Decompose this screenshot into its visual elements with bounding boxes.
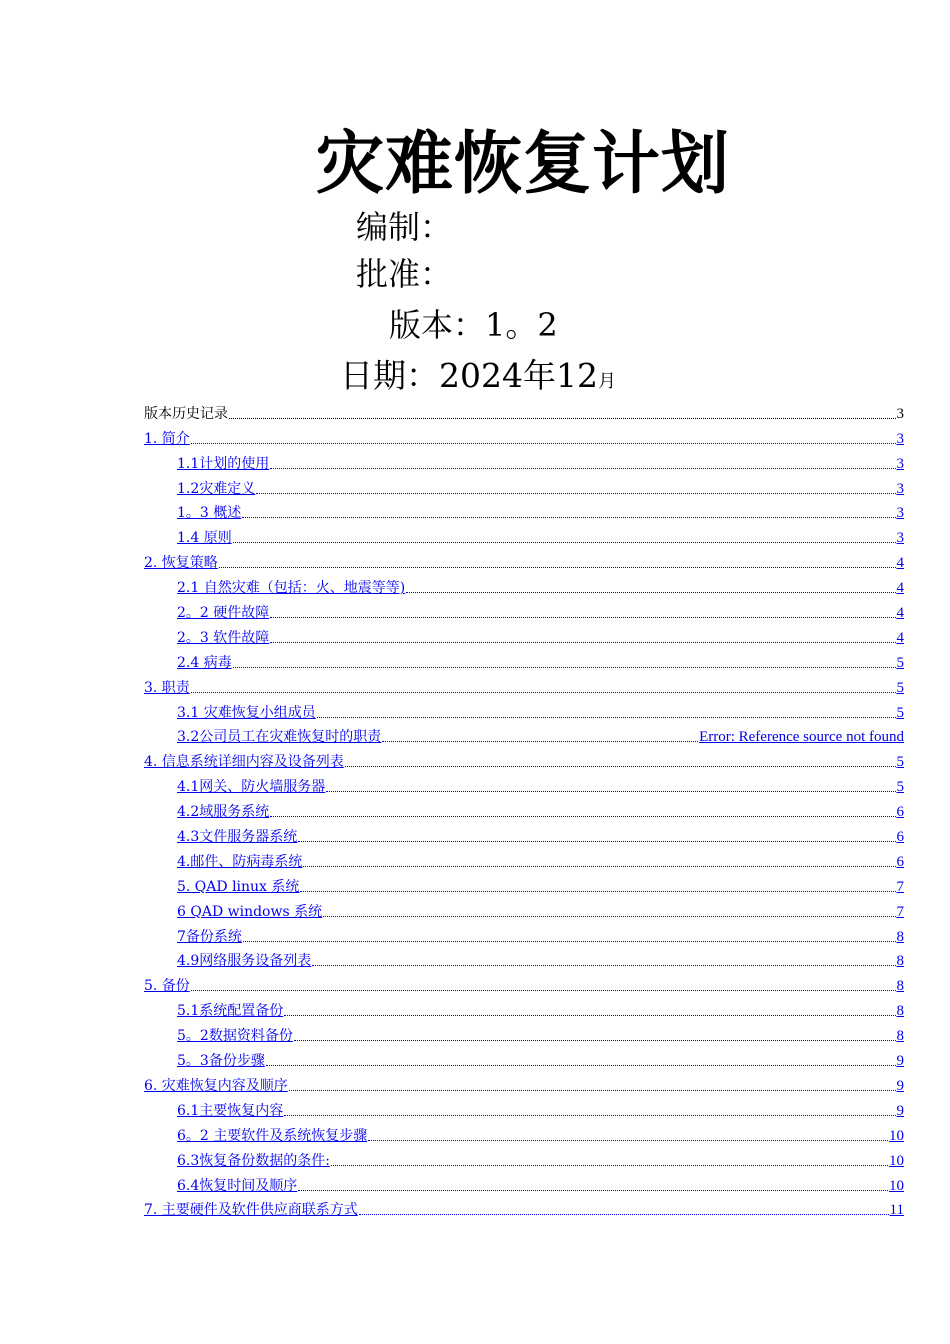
toc-entry-label: 4.邮件、防病毒系统 [177, 853, 303, 870]
toc-entry-page: 3 [896, 455, 904, 472]
toc-dot-leader [191, 692, 896, 693]
toc-entry-page: 8 [896, 953, 904, 970]
toc-entry[interactable] [144, 871, 904, 896]
toc-entry[interactable] [144, 896, 904, 921]
toc-dot-leader [368, 1140, 888, 1141]
toc-entry[interactable] [144, 473, 904, 498]
toc-entry-page: 4 [896, 629, 904, 646]
toc-entry-page: 8 [896, 928, 904, 945]
toc-dot-leader [312, 965, 895, 966]
toc-entry-page: 6 [896, 804, 904, 821]
toc-entry-page: 9 [896, 1102, 904, 1119]
toc-entry[interactable] [144, 771, 904, 796]
toc-entry-label: 5. 备份 [144, 978, 190, 995]
toc-dot-leader [359, 1214, 889, 1215]
date-line [340, 356, 616, 402]
toc-dot-leader [270, 642, 895, 643]
toc-dot-leader [219, 567, 896, 568]
toc-entry-page: 6 [896, 853, 904, 870]
toc-entry-page: 4 [896, 555, 904, 572]
toc-entry[interactable] [144, 1070, 904, 1095]
toc-dot-leader [270, 468, 895, 469]
toc-entry-label: 1.1计划的使用 [177, 455, 270, 472]
toc-dot-leader [406, 592, 895, 593]
toc-entry[interactable] [144, 1145, 904, 1170]
toc-dot-leader [256, 493, 895, 494]
toc-entry-page: 5 [896, 679, 904, 696]
toc-dot-leader [233, 667, 896, 668]
toc-entry-label: 6。2 主要软件及系统恢复步骤 [177, 1127, 368, 1144]
toc-entry-label: 7备份系统 [177, 928, 242, 945]
toc-entry-label: 3.1 灾难恢复小组成员 [177, 704, 316, 721]
toc-entry-label: 6.3恢复备份数据的条件: [177, 1152, 330, 1169]
toc-dot-leader [345, 766, 896, 767]
toc-dot-leader [303, 866, 895, 867]
toc-dot-leader [191, 990, 896, 991]
toc-entry[interactable] [144, 846, 904, 871]
toc-entry[interactable] [144, 1120, 904, 1145]
toc-dot-leader [229, 418, 896, 419]
toc-dot-leader [233, 542, 896, 543]
toc-entry-label: 5. QAD linux 系统 [177, 878, 300, 895]
toc-entry[interactable] [144, 1020, 904, 1045]
approver-line: 批准： [356, 255, 453, 293]
toc-entry-page: 7 [896, 878, 904, 895]
toc-entry-page: 3 [896, 405, 904, 422]
toc-dot-leader [243, 941, 896, 942]
toc-dot-leader [266, 1065, 896, 1066]
toc-entry-label: 6.1主要恢复内容 [177, 1102, 284, 1119]
toc-entry[interactable] [144, 1195, 904, 1220]
toc-entry-label: 2。3 软件故障 [177, 629, 270, 646]
toc-entry-page: 3 [896, 480, 904, 497]
toc-entry-page: 8 [896, 1003, 904, 1020]
toc-dot-leader [382, 741, 698, 742]
toc-entry-label: 4.2域服务系统 [177, 804, 270, 821]
toc-entry-page: 6 [896, 829, 904, 846]
toc-entry-label: 版本历史记录 [144, 405, 228, 422]
version-line: 版本：1。2 [389, 306, 558, 344]
toc-entry-label: 5。3备份步骤 [177, 1053, 265, 1070]
toc-entry-page: 10 [889, 1127, 904, 1144]
toc-entry[interactable] [144, 921, 904, 946]
toc-entry-page: 9 [896, 1053, 904, 1070]
toc-entry[interactable] [144, 970, 904, 995]
toc-entry[interactable] [144, 448, 904, 473]
toc-entry-label: 1.4 原则 [177, 530, 232, 547]
toc-entry-page: 3 [896, 530, 904, 547]
toc-dot-leader [270, 617, 895, 618]
toc-dot-leader [284, 1015, 895, 1016]
table-of-contents [144, 398, 904, 1219]
toc-entry-label: 6 QAD windows 系统 [177, 903, 323, 920]
toc-entry-page: 8 [896, 1028, 904, 1045]
toc-entry-label: 2.4 病毒 [177, 654, 232, 671]
toc-entry-label: 3. 职责 [144, 679, 190, 696]
toc-entry[interactable] [144, 522, 904, 547]
document-title: 灾难恢复计划 [315, 125, 730, 204]
toc-entry-page: 5 [896, 779, 904, 796]
toc-entry-page: 9 [896, 1077, 904, 1094]
toc-entry[interactable] [144, 1045, 904, 1070]
toc-entry-page: 5 [896, 654, 904, 671]
toc-entry[interactable] [144, 697, 904, 722]
toc-entry[interactable] [144, 821, 904, 846]
toc-entry[interactable] [144, 547, 904, 572]
toc-entry-page: 4 [896, 605, 904, 622]
toc-entry-label: 7. 主要硬件及软件供应商联系方式 [144, 1202, 358, 1219]
toc-dot-leader [270, 816, 895, 817]
toc-entry[interactable] [144, 1170, 904, 1195]
compiler-line: 编制： [356, 208, 453, 246]
toc-entry-page: 8 [896, 978, 904, 995]
toc-entry-label: 6.4恢复时间及顺序 [177, 1177, 298, 1194]
toc-entry-label: 4.3文件服务器系统 [177, 829, 298, 846]
toc-dot-leader [191, 443, 896, 444]
toc-entry-label: 4.1网关、防火墙服务器 [177, 779, 326, 796]
toc-dot-leader [323, 916, 895, 917]
toc-entry-page: Error: Reference source not found [699, 729, 904, 746]
toc-dot-leader [284, 1115, 895, 1116]
toc-entry-page: 10 [889, 1177, 904, 1194]
toc-entry-label: 3.2公司员工在灾难恢复时的职责 [177, 729, 382, 746]
toc-entry[interactable] [144, 946, 904, 971]
toc-entry[interactable] [144, 423, 904, 448]
toc-entry[interactable] [144, 572, 904, 597]
toc-entry-label: 1.2灾难定义 [177, 480, 256, 497]
toc-dot-leader [300, 891, 895, 892]
toc-entry-page: 5 [896, 754, 904, 771]
toc-entry-page: 4 [896, 580, 904, 597]
toc-entry[interactable] [144, 672, 904, 697]
toc-entry [144, 398, 904, 423]
date-main: 日期：2024年12 [340, 356, 598, 395]
toc-entry[interactable] [144, 796, 904, 821]
toc-dot-leader [331, 1165, 888, 1166]
toc-entry[interactable] [144, 597, 904, 622]
toc-dot-leader [317, 717, 896, 718]
toc-entry-page: 11 [889, 1202, 904, 1219]
toc-entry[interactable] [144, 746, 904, 771]
toc-dot-leader [242, 517, 895, 518]
toc-dot-leader [289, 1090, 896, 1091]
toc-dot-leader [326, 791, 895, 792]
toc-entry[interactable] [144, 647, 904, 672]
toc-entry-label: 2. 恢复策略 [144, 555, 218, 572]
toc-entry-page: 3 [896, 430, 904, 447]
toc-entry[interactable] [144, 1095, 904, 1120]
toc-entry-label: 1。3 概述 [177, 505, 242, 522]
toc-entry-page: 7 [896, 903, 904, 920]
toc-dot-leader [298, 1190, 888, 1191]
toc-dot-leader [294, 1040, 896, 1041]
toc-entry-label: 2。2 硬件故障 [177, 605, 270, 622]
toc-entry-label: 1. 简介 [144, 430, 190, 447]
toc-dot-leader [298, 841, 895, 842]
toc-entry-page: 10 [889, 1152, 904, 1169]
toc-entry-label: 2.1 自然灾难（包括：火、地震等等) [177, 580, 406, 597]
toc-entry[interactable] [144, 622, 904, 647]
toc-entry[interactable] [144, 722, 904, 747]
toc-entry-page: 3 [896, 505, 904, 522]
toc-entry-label: 4. 信息系统详细内容及设备列表 [144, 754, 344, 771]
toc-entry-label: 5.1系统配置备份 [177, 1003, 284, 1020]
toc-entry-label: 6. 灾难恢复内容及顺序 [144, 1077, 288, 1094]
toc-entry-page: 5 [896, 704, 904, 721]
date-suffix: 月 [597, 371, 616, 392]
toc-entry-label: 4.9网络服务设备列表 [177, 953, 312, 970]
toc-entry[interactable] [144, 995, 904, 1020]
toc-entry[interactable] [144, 498, 904, 523]
toc-entry-label: 5。2数据资料备份 [177, 1028, 293, 1045]
